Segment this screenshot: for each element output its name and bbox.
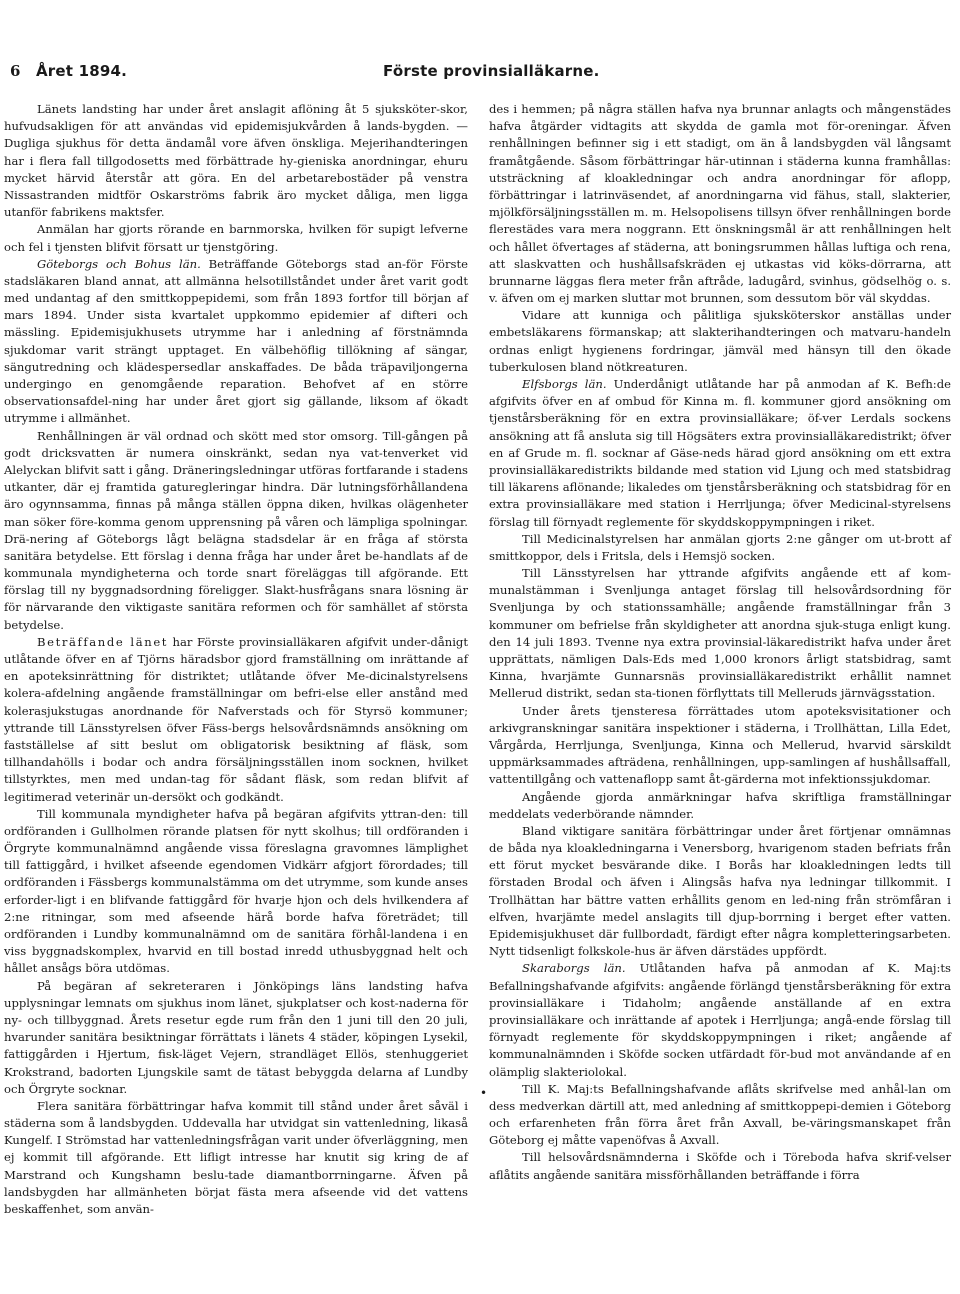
paragraph-text: På begäran af sekreteraren i Jönköpings läns landsting hafva upplysningar lemnats om sjukhus inom länet, sjukplatser och kost-naderna för ny- och tillbyggnad. Årets resetur egde rum från den 1 juni till den 20 juli, hvarunder sanitära besiktningar förrättats i länets 4 städer, köpingen Lysekil, fattiggården i Hjertum, fisk-läget Vejern, strandläget Ellös, stenhuggeriet Krokstrand, badorten Ljungskile samt de tätast bebyggda delarna af Lundby och Örgryte socknar.: [4, 978, 468, 1096]
paragraph-text: Angående gjorda anmärkningar hafva skriftliga framställningar meddelats vederbörande nämnder.: [489, 789, 951, 821]
paragraph: [489, 531, 951, 565]
paragraph: [4, 221, 468, 255]
paragraph-text: Renhållningen är väl ordnad och skött med stor omsorg. Till-gången på godt dricksvatten är numera oinskränkt, sedan nya vat-tenverket vid Alelyckan blifvit satt i gång. Dräneringsledningar utföras fortfarande i stadens utkanter, där ej framtida gaturegleringar hindra. Där lutningsförhållandena äro ogynnsamma, finnas på många ställen öppna diken, hvilkas olägenheter man söker före-komma genom upprensning på våren och lämpliga spolningar. Drä-nering af Göteborgs lågt belägna stadsdelar är en fråga af största sanitära betydelse. Ett förslag i denna fråga har under året be-handlats af de kommunala myndigheterna och torde snart föreläggas till afgörande. Ett förslag till ny byggnadsordning föreligger. Slakt-husfrågans snara lösning är för närvarande den viktigaste sanitära reformen och för samhället af största betydelse.: [4, 428, 468, 632]
paragraph: [489, 789, 951, 823]
paragraph-text: Till Länsstyrelsen har yttrande afgifvits angående ett af kom-munalstämman i Svenljunga antaget förslag till helsovårdsordning för Svenljunga by och stationssamhälle; angående framställningar från 3 kommuner om befrielse från skyldigheter att anordna sjuk-stuga enligt kung. den 14 juli 1893. Tvenne nya extra provinsial-läkaredistrikt hafva under året upprättats, nämligen Dals-Eds med 1,000 kronors årligt statsbidrag, samt Kinna, hvarjämte Gunnarsnäs provinsialläkaredistrikt erhållit namnet Mellerud distrikt, sedan sta-tionen förflyttats till Melleruds järnvägsstation.: [489, 566, 951, 701]
paragraph-text: Bland viktigare sanitära förbättringar under året förtjenar omnämnas de båda nya kloakledningarna i Venersborg, hvarigenom staden befriats från ett förut mycket besvärande dike. I Borås har kloakledningen ledts till förstaden Brodal och äfven i Alingsås hafva nya ledningar tillkommit. I Trollhättan har bättre vatten erhållits genom en led-ning från strömfåran i elfven, hvarjämte medel anslagits till djup-borrning i berget efter vatten. Epidemisjukhuset där fullbordadt, färdigt efter några kompletteringsarbeten. Nytt tidsenligt folkskole-hus är äfven därstädes uppfördt.: [489, 823, 951, 959]
paragraph-text: Under årets tjensteresa förrättades utom apoteksvisitationer och arkivgranskningar sanitära inspektioner i städerna, i Trollhättan, Lilla Edet, Vårgårda, Herrljunga, Svenljunga, Kinna och Mellerud, hvarvid särskildt uppmärksammades afträdena, renhållningen, upp-samlingen af hushållsaffall, vattentillgång och vattenaflopp samt åt-gärderna mot infektionssjukdomar.: [489, 703, 951, 787]
right-text-column: [489, 101, 951, 1184]
paragraph-text: har Förste provinsialläkaren afgifvit under-dånigt utlåtande öfver en af Tjörns häradsbor gjord framställning om inrättande af en apoteksinrättning för distriktet; utlåtande öfver Me-dicinalstyrelsens kolera-afdelning angående framställningar om befri-else eller anstånd med kolerasjukstugas anordnande för Nafverstads och för Styrsö kommuner; yttrande till Länsstyrelsen öfver Fäss-bergs helsovårdsnämnds ansökning om fastställelse af sitt beslut om obligatorisk besiktning af fläsk, som tillhandahölls i bodar och andra försäljningsställen inom socknen, hvilket tillstyrktes, men med undan-tag för sådant fläsk, som redan blifvit af legitimerad veterinär un-dersökt och godkändt.: [4, 634, 468, 804]
paragraph: [4, 806, 468, 978]
paragraph: [489, 101, 951, 307]
paragraph: [489, 1081, 951, 1150]
page-number: 6: [10, 62, 21, 80]
page-header: [0, 62, 960, 86]
left-text-column: [4, 101, 468, 1218]
paragraph: [489, 823, 951, 961]
paragraph: [489, 565, 951, 703]
paragraph-text: Till Medicinalstyrelsen har anmälan gjorts 2:ne gånger om ut-brott af smittkoppor, dels i Fritsla, dels i Hemsjö socken.: [489, 531, 951, 563]
paragraph-text: Anmälan har gjorts rörande en barnmorska, hvilken för supigt lefverne och fel i tjensten blifvit försatt ur tjenstgöring.: [4, 222, 468, 254]
paragraph: [4, 978, 468, 1098]
paragraph-text: Till K. Maj:ts Befallningshafvande aflåts skrifvelse med anhål-lan om dess medverkan därtill att, med anledning af smittkoppepi-demien i Göteborg och erfarenheten från förra året från Axvall, be-väringsmanskapet från Göteborg ej måtte vapenöfvas å Axvall.: [489, 1081, 951, 1148]
paragraph: [489, 307, 951, 376]
paragraph-text: Vidare att kunniga och pålitliga sjuksköterskor anställas under embetsläkarens förmanskap; att slakterihandteringen och matvaru-handeln ordnas enligt hygienens fordringar, jämväl med hänsyn till den ökade tuberkulosen bland nötkreaturen.: [489, 308, 951, 374]
paragraph-text: des i hemmen; på några ställen hafva nya brunnar anlagts och mångenstädes hafva åtgärder vidtagits att skydda de gamla mot för-oreningar. Äfven renhållningen befinner sig i ett stadigt, om än å landsbygden väl långsamt framåtgående. Såsom förbättringar här-utinnan i städerna kunna framhållas: utsträckning af kloakledningar och andra anordningar för aflopp, förbättringar i latrinväsendet, af anordningarna vid fähus, stall, slakterier, mjölkförsäljningsställen m. m. Helsopolisens tillsyn öfver renhållningen borde flerestädes vara mera noggrann. Ett önskningsmål är att renhållningen helt och hållet öfvertages af städerna, att boningsrummen hållas luftiga och rena, att slaskvatten och hushållsafskräden ej utkastas vid köks-dörrarna, att brunnarne läggas flera meter från aftråde, ladugård, svinhus, gödselhög o. s. v. äfven om ej marken sluttar mot brunnen, som dessutom bör väl skyddas.: [489, 102, 951, 306]
section-heading: Elfsborgs län.: [522, 377, 607, 391]
paragraph: [489, 1149, 951, 1183]
paragraph: [489, 376, 951, 531]
paragraph-text: Utlåtanden hafva på anmodan af K. Maj:ts Befallningshafvande afgifvits: angående förlängd tjenstårsberäkning för extra provinsialläkare i Tidaholm; angående anställande af en extra provinsialläkare och inrättande af apotek i Herrljunga; angå-ende förslag till förnyadt reglemente för skyddskoppympningen i riket; angående af kommunalnämnden i Sköfde socken utfärdadt för-bud mot användande af en olämplig slakteriolokal.: [489, 961, 952, 1079]
paragraph-text: Beträffande Göteborgs stad an-för Förste stadsläkaren bland annat, att allmänna helsotillståndet under året varit godt med undantag af den smittkoppepidemi, som från 1893 fortfor till början af mars 1894. Under sista kvartalet uppkommo epidemier af difteri och mässling. Epidemisjukhusets utrymme har i anledning af förstnämnda sjukdomar varit strängt upptaget. En välbehöflig tillökning af sängar, sängutredning och klädespersedlar anskaffades. De båda träpaviljongerna undergingo en genomgående reparation. Behofvet af en större observationsafdel-ning har under året gjort sig gällande, liksom af ökadt utrymme i allmänhet.: [4, 256, 468, 426]
paragraph-text: Till helsovårdsnämnderna i Sköfde och i Töreboda hafva skrif-velser aflåtits angående sanitära missförhållanden beträffande i förra: [489, 1150, 951, 1182]
year-heading: Året 1894.: [36, 62, 128, 80]
section-heading: Skaraborgs län.: [522, 961, 626, 976]
paragraph-text: Till kommunala myndigheter hafva på begäran afgifvits yttran-den: till ordföranden i Gullholmen rörande platsen för nytt skolhus; till ordföranden i Örgryte kommunalnämnd angående vissa föreslagna gravomnes lämplighet till fattiggård, i hvilket afseende egendomen Vidkärr afgjort förordades; till ordföranden i Fässbergs kommunalstämma om det utrymme, som kunde anses erforder-ligt i en blifvande fattiggård för hvarje hjon och dels hvilkendera af 2:ne ritningar, som med afseende härå borde hafva företrädet; till ordföranden i Lundby kommunalnämnd om de sanitära förhål-landena i en viss byggnadskomplex, hvarvid en till bostad inredd uthusbyggnad helt och hållet ansågs böra utdömas.: [4, 806, 468, 976]
paragraph: [4, 101, 468, 221]
paragraph: [4, 428, 468, 634]
paragraph: [4, 634, 468, 806]
paragraph: [4, 1098, 468, 1218]
lead-phrase: Beträffande länet: [37, 634, 169, 649]
section-heading: Göteborgs och Bohus län.: [37, 256, 201, 271]
paragraph-text: Flera sanitära förbättringar hafva kommit till stånd under året såväl i städerna som å landsbygden. Uddevalla har utvidgat sin vattenledning, likaså Kungelf. I Strömstad har vattenledningsfrågan varit under öfverläggning, men ej kommit till afgörande. Ett lifligt intresse har knutit sig kring de af Marstrand och Kungshamn beslu-tade diamantborrningarne. Äfven på landsbygden har allmänheten börjat fästa mera afseende vid det vattens beskaffenhet, som använ-: [4, 1098, 468, 1216]
running-title: Förste provinsialläkarne.: [383, 62, 600, 80]
paragraph: [489, 960, 951, 1080]
paragraph: [4, 256, 468, 428]
margin-mark: •: [480, 1086, 488, 1100]
paragraph-text: Underdånigt utlåtande har på anmodan af K. Befh:de afgifvits öfver en af ombud för Kinna m. fl. kommuner gjord ansökning om tjenstårsberäkning för en extra provinsialläkare; öf-ver Lerdals sockens ansökning att få ansluta sig till Högsäters extra provinsialläkaredistrikt; öfver en af Grude m. fl. socknar af Gäse-neds härad gjord ansökning om ett extra provinsialläkaredistrikts bildande med station vid Ljung och med statsbidrag till läkarens aflönande; likaledes om tjenstårsberäkning och statsbidrag för en extra provinsialläkare med station i Herrljunga; öfver Medicinal-styrelsens förslag till förnyadt reglemente för skyddskoppympningen i riket.: [489, 377, 951, 529]
paragraph: [489, 703, 951, 789]
paragraph-text: Länets landsting har under året anslagit aflöning åt 5 sjuksköter-skor, hufvudsakligen för att användas vid epidemisjukvården å lands-bygden. — Dugliga sjukhus för detta ändamål vore äfven önskliga. Mejerihandteringen har i flera fall tillgodosetts med förbättrade hy-gieniska anordningar, ehuru mycket härvid återstår att göra. En del arbetarebostäder på venstra Nissastranden midtför Oskarströms fabrik äro mycket dåliga, men ligga utanför fabrikens maktsfer.: [4, 102, 468, 220]
